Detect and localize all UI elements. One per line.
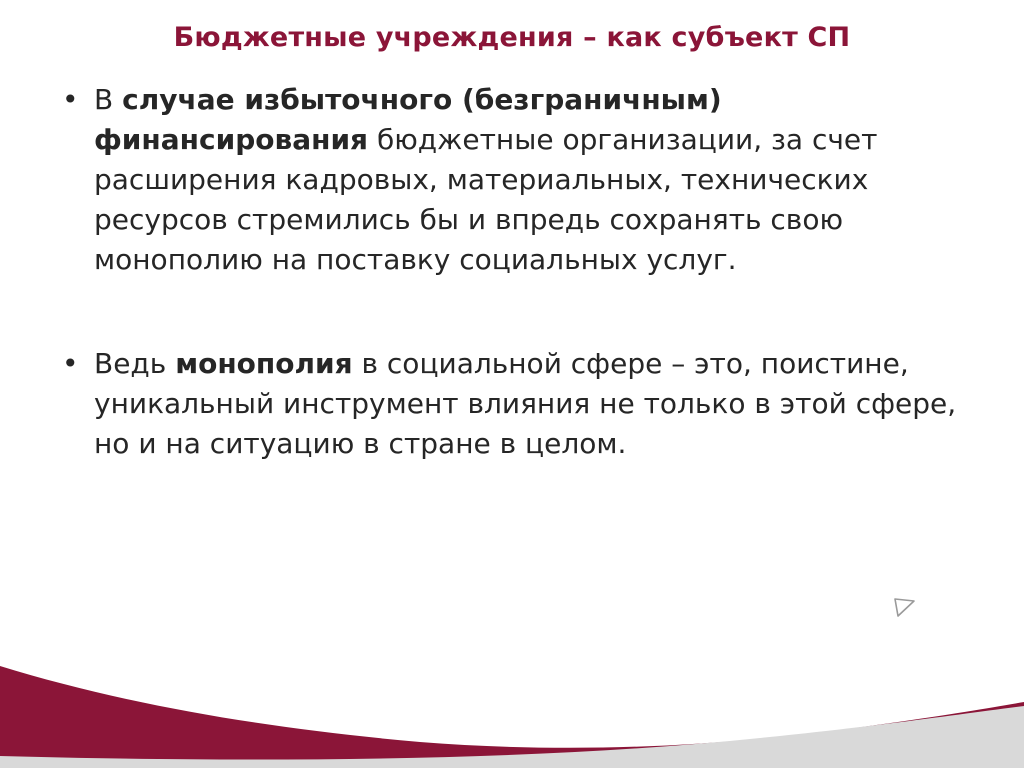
bullet-text: В [94,83,123,116]
bullet-marker: • [62,347,79,380]
bullet-list [62,80,962,464]
bullet-bold-text: случае избыточного (безграничным) финансирования [94,83,722,156]
bullet-text: бюджетные организации, за счет расширения кадровых, материальных, технических ресурсов стремились бы и впредь сохранять свою монополию на поставку социальных услуг. [94,123,878,276]
bullet-item [62,80,962,280]
bullet-bold-text: монополия [175,347,353,380]
slide-nav-icon[interactable] [892,597,918,619]
bullet-item [62,344,962,464]
bullet-marker: • [62,83,79,116]
bullet-text: Ведь [94,347,176,380]
bullet-text: в социальной сфере – это, поистине, уникальный инструмент влияния не только в этой сфере, но и на ситуацию в стране в целом. [94,347,957,460]
slide-title: Бюджетные учреждения – как субъект СП [173,22,851,53]
footer-wave-decoration [0,638,1024,768]
